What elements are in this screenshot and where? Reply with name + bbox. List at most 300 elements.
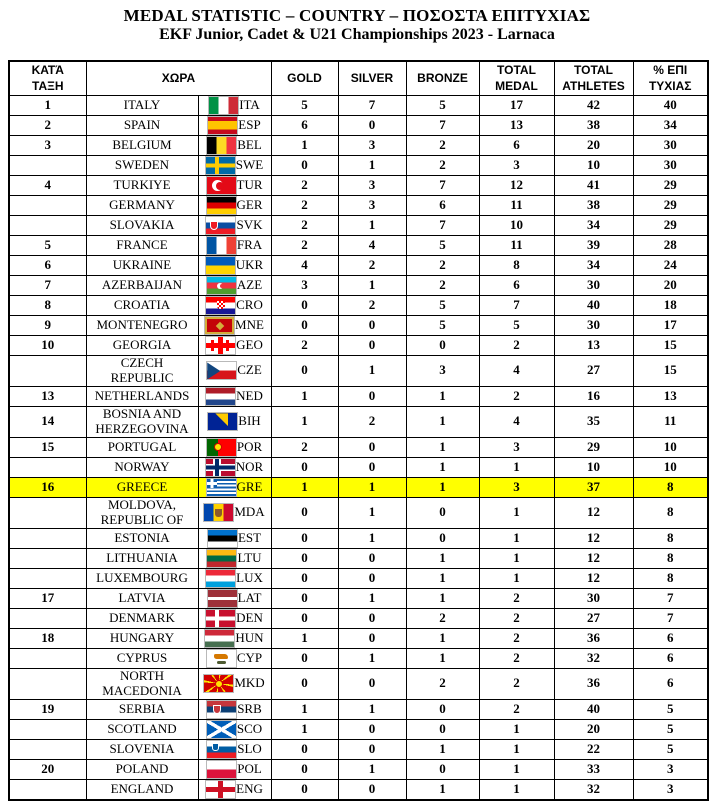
total-athletes-cell: 34 — [554, 256, 633, 276]
total-medal-cell: 7 — [479, 296, 554, 316]
rank-cell — [9, 648, 86, 668]
pct-cell: 28 — [633, 236, 708, 256]
gold-cell: 2 — [271, 437, 338, 457]
flag-cell — [198, 437, 271, 457]
country-cell: NETHERLANDS — [86, 386, 198, 406]
rank-cell — [9, 739, 86, 759]
rank-cell — [9, 497, 86, 528]
col-header-silver: SILVER — [338, 61, 406, 96]
total-medal-cell: 6 — [479, 276, 554, 296]
country-cell: SLOVENIA — [86, 739, 198, 759]
table-row — [9, 406, 708, 437]
total-athletes-cell: 12 — [554, 548, 633, 568]
col-header-pct — [633, 61, 708, 96]
total-athletes-cell: 27 — [554, 356, 633, 387]
flag-code-group — [199, 504, 271, 521]
ukr-flag-icon — [206, 257, 235, 274]
country-cell: TURKIYE — [86, 176, 198, 196]
flag-code-group — [199, 550, 271, 567]
total-medal-cell: 11 — [479, 236, 554, 256]
bronze-cell: 5 — [406, 236, 479, 256]
flag-cell — [198, 276, 271, 296]
gold-cell: 0 — [271, 648, 338, 668]
rank-cell — [9, 216, 86, 236]
flag-cell — [198, 628, 271, 648]
country-cell: BOSNIA AND HERZEGOVINA — [86, 406, 198, 437]
silver-cell: 1 — [338, 759, 406, 779]
total-athletes-cell: 27 — [554, 608, 633, 628]
country-cell: SWEDEN — [86, 156, 198, 176]
silver-cell: 4 — [338, 236, 406, 256]
country-cell: HUNGARY — [86, 628, 198, 648]
country-code: GER — [236, 197, 263, 213]
gold-cell: 0 — [271, 356, 338, 387]
total-athletes-cell: 20 — [554, 719, 633, 739]
flag-code-group — [199, 217, 271, 234]
total-medal-cell: 2 — [479, 588, 554, 608]
col-header-total-athletes-line2: ATHLETES — [562, 78, 625, 93]
col-header-total-medal — [479, 61, 554, 96]
lat-flag-icon — [208, 590, 237, 607]
table-row — [9, 588, 708, 608]
total-medal-cell: 10 — [479, 216, 554, 236]
table-row — [9, 548, 708, 568]
col-header-rank-line1: ΚΑΤΆ — [31, 62, 64, 77]
table-row — [9, 356, 708, 387]
country-code: BIH — [238, 413, 261, 429]
gold-cell: 5 — [271, 96, 338, 116]
gold-cell: 6 — [271, 116, 338, 136]
bronze-cell: 2 — [406, 276, 479, 296]
total-athletes-cell: 10 — [554, 156, 633, 176]
rank-cell: 13 — [9, 386, 86, 406]
page-title — [0, 0, 714, 44]
total-medal-cell: 12 — [479, 176, 554, 196]
table-row — [9, 136, 708, 156]
total-athletes-cell: 41 — [554, 176, 633, 196]
bronze-cell: 1 — [406, 406, 479, 437]
total-athletes-cell: 38 — [554, 116, 633, 136]
ned-flag-icon — [206, 388, 235, 405]
total-medal-cell: 1 — [479, 739, 554, 759]
gold-cell: 0 — [271, 759, 338, 779]
silver-cell: 0 — [338, 457, 406, 477]
bronze-cell: 1 — [406, 779, 479, 800]
table-row — [9, 96, 708, 116]
country-code: CYP — [236, 649, 263, 665]
rank-cell: 8 — [9, 296, 86, 316]
country-cell: PORTUGAL — [86, 437, 198, 457]
ita-flag-icon — [209, 97, 238, 114]
flag-code-group — [199, 362, 271, 379]
col-header-rank — [9, 61, 86, 96]
rank-cell: 7 — [9, 276, 86, 296]
ltu-flag-icon — [207, 550, 236, 567]
gold-cell: 1 — [271, 628, 338, 648]
table-row — [9, 336, 708, 356]
bel-flag-icon — [207, 137, 236, 154]
silver-cell: 3 — [338, 176, 406, 196]
bronze-cell: 0 — [406, 719, 479, 739]
bronze-cell: 7 — [406, 176, 479, 196]
country-cell: AZERBAIJAN — [86, 276, 198, 296]
tur-flag-icon — [207, 177, 236, 194]
table-row — [9, 779, 708, 800]
bih-flag-icon — [208, 413, 237, 430]
pct-cell: 34 — [633, 116, 708, 136]
pct-cell: 8 — [633, 477, 708, 497]
slo-flag-icon — [207, 741, 236, 758]
country-cell: CROATIA — [86, 296, 198, 316]
silver-cell: 0 — [338, 739, 406, 759]
total-medal-cell: 2 — [479, 668, 554, 699]
esp-flag-icon — [208, 117, 237, 134]
country-code: ENG — [236, 780, 263, 796]
rank-cell: 4 — [9, 176, 86, 196]
gold-cell: 1 — [271, 477, 338, 497]
country-code: POR — [236, 438, 263, 454]
total-medal-cell: 1 — [479, 759, 554, 779]
srb-flag-icon — [207, 701, 236, 718]
gold-cell: 2 — [271, 236, 338, 256]
rank-cell: 9 — [9, 316, 86, 336]
total-medal-cell: 3 — [479, 477, 554, 497]
bronze-cell: 5 — [406, 296, 479, 316]
flag-code-group — [199, 701, 271, 718]
col-header-country: ΧΩΡΑ — [86, 61, 271, 96]
country-cell: NORWAY — [86, 457, 198, 477]
flag-cell — [198, 386, 271, 406]
rank-cell: 15 — [9, 437, 86, 457]
rank-cell: 1 — [9, 96, 86, 116]
bronze-cell: 1 — [406, 477, 479, 497]
rank-cell — [9, 608, 86, 628]
total-athletes-cell: 40 — [554, 699, 633, 719]
flag-cell — [198, 296, 271, 316]
total-athletes-cell: 42 — [554, 96, 633, 116]
bronze-cell: 1 — [406, 457, 479, 477]
title-line1: MEDAL STATISTIC – COUNTRY – ΠΟΣΟΣΤΑ ΕΠΙΤΥΧΙΑΣ — [123, 6, 591, 25]
col-header-total-medal-line2: MEDAL — [495, 78, 538, 93]
pct-cell: 8 — [633, 497, 708, 528]
flag-code-group — [199, 630, 271, 647]
table-row — [9, 759, 708, 779]
bronze-cell: 1 — [406, 648, 479, 668]
total-athletes-cell: 35 — [554, 406, 633, 437]
silver-cell: 1 — [338, 477, 406, 497]
silver-cell: 1 — [338, 216, 406, 236]
total-athletes-cell: 40 — [554, 296, 633, 316]
flag-code-group — [199, 197, 271, 214]
flag-cell — [198, 256, 271, 276]
medal-table-body — [9, 96, 708, 800]
country-code: GEO — [236, 337, 263, 353]
country-code: DEN — [236, 609, 263, 625]
country-code: TUR — [236, 177, 263, 193]
table-row — [9, 608, 708, 628]
table-row — [9, 256, 708, 276]
rank-cell: 17 — [9, 588, 86, 608]
flag-cell — [198, 528, 271, 548]
total-athletes-cell: 16 — [554, 386, 633, 406]
silver-cell: 2 — [338, 406, 406, 437]
table-row — [9, 528, 708, 548]
table-row — [9, 296, 708, 316]
total-medal-cell: 2 — [479, 336, 554, 356]
total-athletes-cell: 33 — [554, 759, 633, 779]
total-medal-cell: 11 — [479, 196, 554, 216]
flag-cell — [198, 116, 271, 136]
pct-cell: 29 — [633, 216, 708, 236]
country-code: NOR — [235, 458, 264, 474]
total-medal-cell: 17 — [479, 96, 554, 116]
total-athletes-cell: 38 — [554, 196, 633, 216]
table-row — [9, 699, 708, 719]
total-athletes-cell: 36 — [554, 628, 633, 648]
silver-cell: 0 — [338, 437, 406, 457]
country-code: AZE — [236, 277, 263, 293]
country-code: NED — [236, 387, 263, 403]
flag-cell — [198, 96, 271, 116]
silver-cell: 1 — [338, 156, 406, 176]
country-cell: FRANCE — [86, 236, 198, 256]
table-row — [9, 116, 708, 136]
svk-flag-icon — [206, 217, 235, 234]
total-medal-cell: 8 — [479, 256, 554, 276]
total-athletes-cell: 20 — [554, 136, 633, 156]
flag-cell — [198, 216, 271, 236]
bronze-cell: 0 — [406, 497, 479, 528]
silver-cell: 0 — [338, 719, 406, 739]
flag-cell — [198, 608, 271, 628]
total-medal-cell: 1 — [479, 568, 554, 588]
total-athletes-cell: 30 — [554, 316, 633, 336]
pct-cell: 10 — [633, 437, 708, 457]
total-athletes-cell: 10 — [554, 457, 633, 477]
pct-cell: 6 — [633, 648, 708, 668]
gold-cell: 0 — [271, 739, 338, 759]
total-medal-cell: 1 — [479, 497, 554, 528]
flag-cell — [198, 497, 271, 528]
gold-cell: 0 — [271, 457, 338, 477]
pct-cell: 30 — [633, 156, 708, 176]
silver-cell: 7 — [338, 96, 406, 116]
flag-code-group — [199, 297, 271, 314]
pct-cell: 18 — [633, 296, 708, 316]
total-medal-cell: 1 — [479, 528, 554, 548]
pct-cell: 8 — [633, 568, 708, 588]
flag-code-group — [199, 459, 271, 476]
flag-code-group — [199, 781, 271, 798]
country-cell: LATVIA — [86, 588, 198, 608]
rank-cell: 3 — [9, 136, 86, 156]
bronze-cell: 5 — [406, 316, 479, 336]
pct-cell: 8 — [633, 548, 708, 568]
gold-cell: 0 — [271, 296, 338, 316]
gold-cell: 1 — [271, 406, 338, 437]
flag-cell — [198, 588, 271, 608]
pct-cell: 15 — [633, 356, 708, 387]
country-cell: CYPRUS — [86, 648, 198, 668]
flag-code-group — [199, 741, 271, 758]
total-athletes-cell: 37 — [554, 477, 633, 497]
country-code: SLO — [237, 740, 262, 756]
table-row — [9, 236, 708, 256]
mda-flag-icon — [204, 504, 233, 521]
total-athletes-cell: 30 — [554, 276, 633, 296]
bronze-cell: 6 — [406, 196, 479, 216]
bronze-cell: 7 — [406, 116, 479, 136]
rank-cell — [9, 528, 86, 548]
flag-code-group — [199, 721, 271, 738]
flag-cell — [198, 316, 271, 336]
flag-code-group — [199, 337, 271, 354]
country-cell: CZECH REPUBLIC — [86, 356, 198, 387]
country-code: MKD — [234, 675, 265, 691]
col-header-pct-line1: % ΕΠΙ — [653, 62, 688, 77]
country-cell: DENMARK — [86, 608, 198, 628]
flag-cell — [198, 156, 271, 176]
country-code: UKR — [235, 257, 264, 273]
country-code: BEL — [237, 137, 262, 153]
col-header-total-athletes — [554, 61, 633, 96]
flag-cell — [198, 176, 271, 196]
flag-code-group — [199, 257, 271, 274]
gold-cell: 0 — [271, 568, 338, 588]
country-code: ESP — [238, 117, 261, 133]
gold-cell: 3 — [271, 276, 338, 296]
country-code: MDA — [234, 504, 265, 520]
flag-code-group — [199, 317, 271, 334]
rank-cell: 18 — [9, 628, 86, 648]
pct-cell: 30 — [633, 136, 708, 156]
bronze-cell: 0 — [406, 699, 479, 719]
country-code: GRE — [236, 478, 263, 494]
pct-cell: 6 — [633, 628, 708, 648]
ger-flag-icon — [207, 197, 236, 214]
gold-cell: 4 — [271, 256, 338, 276]
pct-cell: 3 — [633, 759, 708, 779]
silver-cell: 2 — [338, 256, 406, 276]
rank-cell — [9, 779, 86, 800]
bronze-cell: 1 — [406, 437, 479, 457]
country-cell: GEORGIA — [86, 336, 198, 356]
table-row — [9, 216, 708, 236]
silver-cell: 1 — [338, 276, 406, 296]
bronze-cell: 1 — [406, 628, 479, 648]
total-athletes-cell: 36 — [554, 668, 633, 699]
silver-cell: 0 — [338, 668, 406, 699]
rank-cell: 16 — [9, 477, 86, 497]
silver-cell: 1 — [338, 497, 406, 528]
medal-table — [8, 60, 709, 801]
total-medal-cell: 1 — [479, 719, 554, 739]
flag-cell — [198, 668, 271, 699]
total-medal-cell: 3 — [479, 156, 554, 176]
rank-cell — [9, 719, 86, 739]
gold-cell: 0 — [271, 156, 338, 176]
gold-cell: 0 — [271, 608, 338, 628]
flag-cell — [198, 236, 271, 256]
country-cell: ESTONIA — [86, 528, 198, 548]
table-row — [9, 457, 708, 477]
total-athletes-cell: 32 — [554, 648, 633, 668]
flag-code-group — [199, 277, 271, 294]
gold-cell: 2 — [271, 176, 338, 196]
por-flag-icon — [207, 439, 236, 456]
table-row — [9, 568, 708, 588]
flag-cell — [198, 136, 271, 156]
country-cell: UKRAINE — [86, 256, 198, 276]
total-athletes-cell: 12 — [554, 568, 633, 588]
flag-cell — [198, 568, 271, 588]
country-cell: POLAND — [86, 759, 198, 779]
pct-cell: 29 — [633, 196, 708, 216]
country-cell: SLOVAKIA — [86, 216, 198, 236]
bronze-cell: 1 — [406, 548, 479, 568]
table-row — [9, 477, 708, 497]
bronze-cell: 5 — [406, 96, 479, 116]
country-code: SVK — [236, 217, 263, 233]
gold-cell: 2 — [271, 216, 338, 236]
table-row — [9, 156, 708, 176]
silver-cell: 3 — [338, 136, 406, 156]
pct-cell: 3 — [633, 779, 708, 800]
total-athletes-cell: 39 — [554, 236, 633, 256]
silver-cell: 0 — [338, 608, 406, 628]
bronze-cell: 7 — [406, 216, 479, 236]
bronze-cell: 2 — [406, 668, 479, 699]
pct-cell: 24 — [633, 256, 708, 276]
silver-cell: 1 — [338, 648, 406, 668]
cro-flag-icon — [206, 297, 235, 314]
total-medal-cell: 5 — [479, 316, 554, 336]
est-flag-icon — [208, 530, 237, 547]
gold-cell: 0 — [271, 588, 338, 608]
country-cell: ENGLAND — [86, 779, 198, 800]
pct-cell: 8 — [633, 528, 708, 548]
total-athletes-cell: 13 — [554, 336, 633, 356]
swe-flag-icon — [206, 157, 235, 174]
table-row — [9, 739, 708, 759]
table-row — [9, 719, 708, 739]
col-header-pct-line2: ΤΥΧΙΑΣ — [648, 78, 692, 93]
mne-flag-icon — [205, 317, 234, 334]
pct-cell: 10 — [633, 457, 708, 477]
nor-flag-icon — [206, 459, 235, 476]
pct-cell: 11 — [633, 406, 708, 437]
flag-code-group — [199, 439, 271, 456]
rank-cell: 19 — [9, 699, 86, 719]
table-row — [9, 386, 708, 406]
rank-cell — [9, 548, 86, 568]
geo-flag-icon — [206, 337, 235, 354]
silver-cell: 1 — [338, 528, 406, 548]
table-row — [9, 668, 708, 699]
gold-cell: 2 — [271, 336, 338, 356]
country-cell: GERMANY — [86, 196, 198, 216]
total-athletes-cell: 32 — [554, 779, 633, 800]
flag-code-group — [199, 590, 271, 607]
silver-cell: 0 — [338, 628, 406, 648]
bronze-cell: 2 — [406, 256, 479, 276]
gold-cell: 0 — [271, 548, 338, 568]
rank-cell — [9, 457, 86, 477]
eng-flag-icon — [206, 781, 235, 798]
flag-code-group — [199, 610, 271, 627]
table-header — [9, 61, 708, 96]
flag-code-group — [199, 177, 271, 194]
